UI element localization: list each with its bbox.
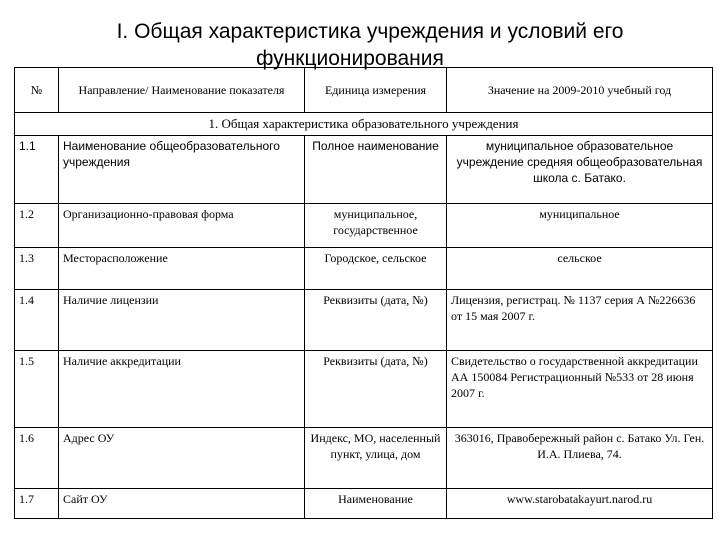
row-name: Сайт ОУ	[59, 489, 305, 519]
row-value: Лицензия, регистрац. № 1137 серия А №226636 от 15 мая 2007 г.	[447, 290, 713, 351]
row-num: 1.6	[15, 428, 59, 489]
website-link[interactable]: www.starobatakayurt.narod.ru	[447, 489, 713, 519]
row-unit: Наименование	[305, 489, 447, 519]
row-value: 363016, Правобережный район с. Батако Ул. Ген. И.А. Плиева, 74.	[447, 428, 713, 489]
row-num: 1.2	[15, 204, 59, 248]
row-value: муниципальное	[447, 204, 713, 248]
row-name: Месторасположение	[59, 248, 305, 290]
row-name: Организационно-правовая форма	[59, 204, 305, 248]
table-row	[15, 204, 713, 248]
row-unit: Индекс, МО, населенный пункт, улица, дом	[305, 428, 447, 489]
header-num: №	[15, 68, 59, 113]
row-num: 1.1	[15, 136, 59, 204]
header-row	[15, 68, 713, 113]
row-name: Наличие аккредитации	[59, 351, 305, 428]
header-value: Значение на 2009-2010 учебный год	[447, 68, 713, 113]
section-title: 1. Общая характеристика образовательного учреждения	[15, 113, 713, 136]
row-unit: Полное наименование	[305, 136, 447, 204]
row-name: Адрес ОУ	[59, 428, 305, 489]
row-value: сельское	[447, 248, 713, 290]
row-value: Свидетельство о государственной аккредитации АА 150084 Регистрационный №533 от 28 июня 2007 г.	[447, 351, 713, 428]
row-num: 1.3	[15, 248, 59, 290]
title-line-2: функционирования	[256, 47, 444, 70]
row-unit: Реквизиты (дата, №)	[305, 290, 447, 351]
row-unit: Реквизиты (дата, №)	[305, 351, 447, 428]
table-row	[15, 290, 713, 351]
table-row	[15, 351, 713, 428]
row-num: 1.5	[15, 351, 59, 428]
table-row	[15, 136, 713, 204]
table-row	[15, 489, 713, 519]
row-name: Наличие лицензии	[59, 290, 305, 351]
page-title	[40, 18, 700, 72]
header-name: Направление/ Наименование показателя	[59, 68, 305, 113]
header-unit: Единица измерения	[305, 68, 447, 113]
characteristics-table	[14, 67, 713, 519]
section-row	[15, 113, 713, 136]
row-num: 1.4	[15, 290, 59, 351]
table-row	[15, 428, 713, 489]
table-row	[15, 248, 713, 290]
row-value: муниципальное образовательное учреждение средняя общеобразовательная школа с. Батако.	[447, 136, 713, 204]
row-name: Наименование общеобразовательного учреждения	[59, 136, 305, 204]
title-line-1: I. Общая характеристика учреждения и условий его	[116, 20, 624, 43]
row-num: 1.7	[15, 489, 59, 519]
row-unit: муниципальное, государственное	[305, 204, 447, 248]
row-unit: Городское, сельское	[305, 248, 447, 290]
